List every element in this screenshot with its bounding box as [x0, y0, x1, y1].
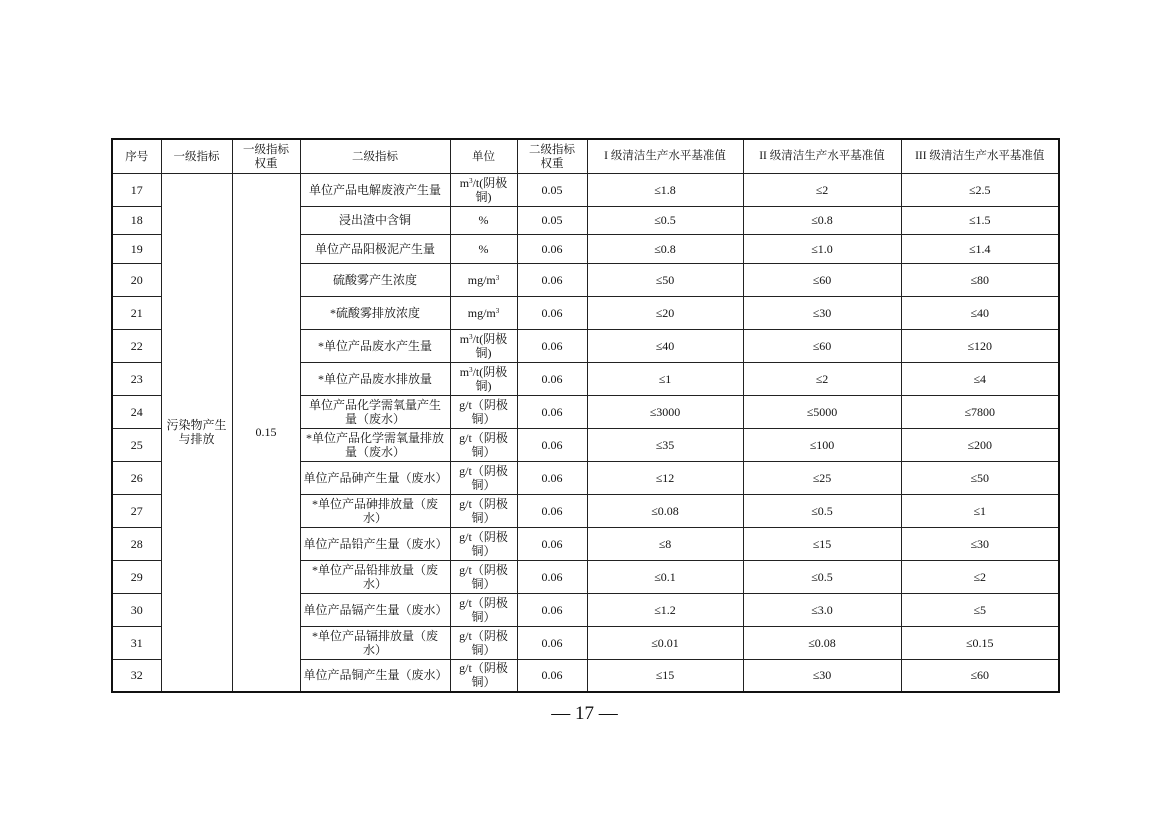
grade2-value: ≤2 [743, 173, 901, 206]
grade3-value: ≤2 [901, 560, 1059, 593]
level2-indicator: *单位产品砷排放量（废水） [300, 494, 450, 527]
unit-superscript: 3 [495, 273, 500, 282]
unit-base: mg/m [467, 305, 496, 320]
unit-superscript: 3 [469, 332, 473, 341]
grade3-value: ≤60 [901, 659, 1059, 692]
unit-rest: /t(阴极铜) [472, 364, 508, 393]
grade1-value: ≤15 [587, 659, 743, 692]
grade1-value: ≤40 [587, 329, 743, 362]
level2-weight: 0.06 [517, 560, 587, 593]
grade3-value: ≤80 [901, 263, 1059, 296]
unit [450, 173, 517, 206]
grade2-value: ≤60 [743, 263, 901, 296]
level2-indicator: 单位产品铜产生量（废水） [300, 659, 450, 692]
level2-weight: 0.05 [517, 173, 587, 206]
unit-base: mg/m [467, 272, 496, 287]
row-number: 32 [112, 659, 161, 692]
row-number: 17 [112, 173, 161, 206]
unit-base: g/t（阴极铜） [459, 496, 508, 525]
grade2-value: ≤3.0 [743, 593, 901, 626]
grade2-value: ≤2 [743, 362, 901, 395]
unit-base: m [459, 175, 470, 190]
level2-weight: 0.06 [517, 659, 587, 692]
grade3-value: ≤1 [901, 494, 1059, 527]
grade1-value: ≤0.8 [587, 235, 743, 264]
level2-weight: 0.06 [517, 296, 587, 329]
row-number: 27 [112, 494, 161, 527]
unit-base: % [478, 241, 489, 256]
level2-weight: 0.06 [517, 494, 587, 527]
grade1-value: ≤1.8 [587, 173, 743, 206]
unit-rest: /t(阴极铜) [472, 175, 508, 204]
grade1-value: ≤1.2 [587, 593, 743, 626]
unit-base: g/t（阴极铜） [459, 595, 508, 624]
row-number: 31 [112, 626, 161, 659]
level2-weight: 0.06 [517, 395, 587, 428]
grade1-value: ≤0.08 [587, 494, 743, 527]
header-grade2: II 级清洁生产水平基准值 [743, 139, 901, 173]
unit-base: g/t（阴极铜） [459, 430, 508, 459]
unit-rest: /t(阴极铜) [472, 331, 508, 360]
unit-base: % [478, 213, 489, 228]
level2-indicator: 浸出渣中含铜 [300, 206, 450, 235]
unit-base: m [459, 331, 470, 346]
header-row [112, 139, 1059, 173]
grade3-value: ≤50 [901, 461, 1059, 494]
grade1-value: ≤50 [587, 263, 743, 296]
grade1-value: ≤12 [587, 461, 743, 494]
unit [450, 494, 517, 527]
header-grade3: III 级清洁生产水平基准值 [901, 139, 1059, 173]
grade1-value: ≤20 [587, 296, 743, 329]
unit [450, 428, 517, 461]
row-number: 20 [112, 263, 161, 296]
unit-base: g/t（阴极铜） [459, 397, 508, 426]
grade3-value: ≤120 [901, 329, 1059, 362]
grade2-value: ≤0.08 [743, 626, 901, 659]
unit-base: g/t（阴极铜） [459, 562, 508, 591]
grade1-value: ≤3000 [587, 395, 743, 428]
page-number: — 17 — [551, 703, 618, 724]
header-level2: 二级指标 [300, 139, 450, 173]
grade2-value: ≤60 [743, 329, 901, 362]
level2-weight: 0.05 [517, 206, 587, 235]
unit [450, 560, 517, 593]
unit-base: m [459, 364, 470, 379]
level2-weight: 0.06 [517, 263, 587, 296]
level2-indicator: 单位产品化学需氧量产生量（废水） [300, 395, 450, 428]
level1-indicator: 污染物产生与排放 [161, 173, 232, 692]
grade3-value: ≤1.5 [901, 206, 1059, 235]
unit [450, 362, 517, 395]
grade3-value: ≤200 [901, 428, 1059, 461]
grade1-value: ≤8 [587, 527, 743, 560]
grade1-value: ≤0.5 [587, 206, 743, 235]
grade3-value: ≤1.4 [901, 235, 1059, 264]
level2-indicator: *单位产品废水产生量 [300, 329, 450, 362]
grade2-value: ≤0.5 [743, 560, 901, 593]
clean-production-indicator-table [111, 138, 1060, 693]
row-number: 25 [112, 428, 161, 461]
level2-indicator: 单位产品电解废液产生量 [300, 173, 450, 206]
table-body [112, 173, 1059, 692]
level2-indicator: *单位产品镉排放量（废水） [300, 626, 450, 659]
level2-indicator: 单位产品阳极泥产生量 [300, 235, 450, 264]
level2-weight: 0.06 [517, 593, 587, 626]
level2-indicator: 单位产品镉产生量（废水） [300, 593, 450, 626]
grade2-value: ≤0.5 [743, 494, 901, 527]
grade3-value: ≤2.5 [901, 173, 1059, 206]
unit-base: g/t（阴极铜） [459, 463, 508, 492]
level2-weight: 0.06 [517, 329, 587, 362]
table-row [112, 173, 1059, 206]
header-level1: 一级指标 [161, 139, 232, 173]
unit-base: g/t（阴极铜） [459, 661, 508, 690]
row-number: 21 [112, 296, 161, 329]
header-level1-weight: 一级指标 权重 [232, 139, 300, 173]
unit-superscript: 3 [469, 365, 473, 374]
header-unit: 单位 [450, 139, 517, 173]
level2-indicator: *硫酸雾排放浓度 [300, 296, 450, 329]
unit [450, 626, 517, 659]
row-number: 22 [112, 329, 161, 362]
level2-weight: 0.06 [517, 527, 587, 560]
level2-indicator: *单位产品铅排放量（废水） [300, 560, 450, 593]
unit-superscript: 3 [469, 176, 473, 185]
unit [450, 395, 517, 428]
grade2-value: ≤0.8 [743, 206, 901, 235]
header-no: 序号 [112, 139, 161, 173]
level2-weight: 0.06 [517, 362, 587, 395]
grade3-value: ≤40 [901, 296, 1059, 329]
grade3-value: ≤4 [901, 362, 1059, 395]
level2-weight: 0.06 [517, 626, 587, 659]
header-grade1: I 级清洁生产水平基准值 [587, 139, 743, 173]
row-number: 26 [112, 461, 161, 494]
level2-indicator: *单位产品废水排放量 [300, 362, 450, 395]
grade3-value: ≤7800 [901, 395, 1059, 428]
level1-weight: 0.15 [232, 173, 300, 692]
grade2-value: ≤30 [743, 659, 901, 692]
grade2-value: ≤100 [743, 428, 901, 461]
grade2-value: ≤1.0 [743, 235, 901, 264]
grade1-value: ≤0.01 [587, 626, 743, 659]
grade3-value: ≤0.15 [901, 626, 1059, 659]
grade1-value: ≤35 [587, 428, 743, 461]
unit-base: g/t（阴极铜） [459, 529, 508, 558]
unit-base: g/t（阴极铜） [459, 628, 508, 657]
row-number: 19 [112, 235, 161, 264]
grade2-value: ≤15 [743, 527, 901, 560]
grade1-value: ≤1 [587, 362, 743, 395]
unit [450, 659, 517, 692]
row-number: 18 [112, 206, 161, 235]
grade2-value: ≤25 [743, 461, 901, 494]
row-number: 29 [112, 560, 161, 593]
level2-indicator: 单位产品铅产生量（废水） [300, 527, 450, 560]
unit [450, 461, 517, 494]
grade3-value: ≤30 [901, 527, 1059, 560]
level2-indicator: *单位产品化学需氧量排放量（废水） [300, 428, 450, 461]
level2-indicator: 单位产品砷产生量（废水） [300, 461, 450, 494]
grade2-value: ≤30 [743, 296, 901, 329]
level2-weight: 0.06 [517, 461, 587, 494]
unit [450, 263, 517, 296]
row-number: 28 [112, 527, 161, 560]
unit [450, 296, 517, 329]
unit [450, 329, 517, 362]
level2-weight: 0.06 [517, 428, 587, 461]
header-level2-weight: 二级指标 权重 [517, 139, 587, 173]
unit [450, 527, 517, 560]
row-number: 23 [112, 362, 161, 395]
row-number: 24 [112, 395, 161, 428]
row-number: 30 [112, 593, 161, 626]
unit-superscript: 3 [495, 306, 500, 315]
grade3-value: ≤5 [901, 593, 1059, 626]
grade2-value: ≤5000 [743, 395, 901, 428]
grade1-value: ≤0.1 [587, 560, 743, 593]
unit [450, 593, 517, 626]
level2-indicator: 硫酸雾产生浓度 [300, 263, 450, 296]
unit [450, 235, 517, 264]
unit [450, 206, 517, 235]
level2-weight: 0.06 [517, 235, 587, 264]
